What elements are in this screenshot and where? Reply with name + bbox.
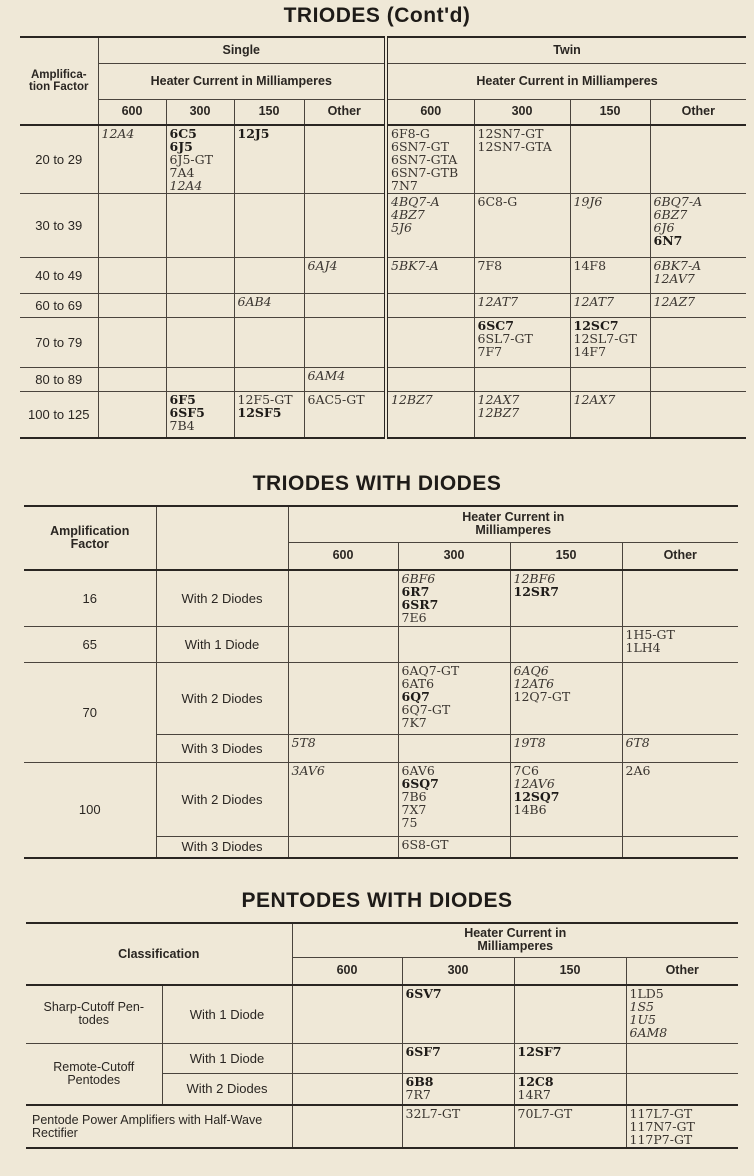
tube-type: 12SC7 xyxy=(573,318,619,333)
tube-cell xyxy=(622,836,738,858)
amplification-factor-cell: 80 to 89 xyxy=(20,368,98,392)
tube-cell xyxy=(398,762,510,836)
tube-type: 6SN7-GTA xyxy=(391,152,458,167)
tube-type: 6BQ7-A xyxy=(653,194,703,209)
tube-type: 6SV7 xyxy=(405,986,442,1001)
tube-type: 12AT7 xyxy=(477,294,519,309)
td-amplification-factor-header: Amplification Factor xyxy=(24,506,156,570)
amplification-factor-cell: 65 xyxy=(24,626,156,662)
tube-type: 32L7-GT xyxy=(405,1106,461,1121)
tube-type: 4BZ7 xyxy=(391,207,425,222)
pd-col-other: Other xyxy=(626,957,738,985)
tube-cell xyxy=(514,1105,626,1148)
tube-type: 6J5-GT xyxy=(169,152,213,167)
amplification-factor-cell: 16 xyxy=(24,570,156,626)
tube-type: 6F5 xyxy=(169,392,196,407)
section-title-triodes: TRIODES (Cont'd) xyxy=(283,4,471,27)
tube-type: 3AV6 xyxy=(291,762,325,778)
table-row xyxy=(20,368,746,392)
tube-type: 12A4 xyxy=(169,178,203,193)
twin-cell xyxy=(650,258,746,294)
tube-type: 6SN7-GT xyxy=(391,139,449,154)
tube-type: 6AJ4 xyxy=(307,258,338,273)
tube-type: 12SF5 xyxy=(237,405,282,420)
twin-cell xyxy=(474,194,570,258)
tube-type: 75 xyxy=(401,814,418,830)
tube-cell xyxy=(288,734,398,762)
table-row xyxy=(20,392,746,438)
tube-type: 6SF5 xyxy=(169,405,205,420)
tube-type: 12Q7-GT xyxy=(513,688,571,704)
single-cell xyxy=(166,368,234,392)
tube-type: 6SF7 xyxy=(405,1043,441,1059)
twin-cell xyxy=(386,294,474,318)
single-cell xyxy=(166,294,234,318)
twin-cell xyxy=(650,318,746,368)
tube-type: 6SR7 xyxy=(401,597,439,612)
twin-col-150: 150 xyxy=(570,99,650,125)
tube-type: 12SN7-GTA xyxy=(477,139,552,154)
twin-col-300: 300 xyxy=(474,99,570,125)
tube-type: 12BZ7 xyxy=(477,405,520,420)
tube-type: 12SN7-GT xyxy=(477,126,544,141)
tube-type: 6R7 xyxy=(401,584,430,599)
single-cell xyxy=(98,318,166,368)
twin-cell xyxy=(570,258,650,294)
amplification-factor-cell: 70 to 79 xyxy=(20,318,98,368)
tube-type: 6AB4 xyxy=(237,294,272,309)
single-header: Single xyxy=(98,37,386,63)
tube-type: 7B4 xyxy=(169,418,195,433)
tube-type: 6AM8 xyxy=(629,1025,668,1040)
single-cell xyxy=(166,392,234,438)
tube-type: 12F5-GT xyxy=(237,392,293,407)
twin-cell xyxy=(474,392,570,438)
tube-cell xyxy=(510,836,622,858)
tube-type: 6T8 xyxy=(625,734,650,750)
twin-col-600: 600 xyxy=(386,99,474,125)
amplification-factor-cell: 30 to 39 xyxy=(20,194,98,258)
tube-type: 12SR7 xyxy=(513,584,560,599)
single-cell xyxy=(304,392,386,438)
tube-type: 1LD5 xyxy=(629,986,664,1001)
tube-cell xyxy=(626,985,738,1043)
pd-classification-header: Classification xyxy=(26,923,292,985)
twin-cell xyxy=(650,194,746,258)
tube-cell xyxy=(398,626,510,662)
tube-type: 117P7-GT xyxy=(629,1132,693,1147)
single-cell xyxy=(98,194,166,258)
twin-cell xyxy=(386,392,474,438)
single-cell xyxy=(166,194,234,258)
tube-type: 6AQ6 xyxy=(513,662,549,678)
tube-type: 7E6 xyxy=(401,610,427,625)
pd-heater-current-header: Heater Current in Milliamperes xyxy=(292,923,738,957)
tube-type: 12AX7 xyxy=(573,392,616,407)
tube-type: 6BZ7 xyxy=(653,207,688,222)
tube-cell xyxy=(402,1043,514,1073)
single-heater-current-header: Heater Current in Milliamperes xyxy=(98,63,386,99)
tube-cell xyxy=(402,1105,514,1148)
single-cell xyxy=(98,258,166,294)
tube-cell xyxy=(510,570,622,626)
pentodes-with-diodes-table xyxy=(26,922,738,1149)
table-row xyxy=(20,125,746,194)
twin-cell xyxy=(474,125,570,194)
tube-type: 7A4 xyxy=(169,165,195,180)
tube-cell xyxy=(292,1043,402,1073)
td-col-600: 600 xyxy=(288,542,398,570)
twin-cell xyxy=(650,125,746,194)
diode-count-cell: With 1 Diode xyxy=(156,626,288,662)
tube-type: 6SL7-GT xyxy=(477,331,533,346)
single-cell xyxy=(304,318,386,368)
tube-cell xyxy=(626,1073,738,1105)
tube-cell xyxy=(510,762,622,836)
diode-count-cell: With 2 Diodes xyxy=(156,662,288,734)
single-cell xyxy=(304,194,386,258)
tube-type: 6C5 xyxy=(169,126,197,141)
tube-type: 12AV6 xyxy=(513,775,555,791)
twin-cell xyxy=(650,294,746,318)
single-col-600: 600 xyxy=(98,99,166,125)
tube-cell xyxy=(398,836,510,858)
tube-type: 1U5 xyxy=(629,1012,656,1027)
table-row xyxy=(20,294,746,318)
section-title-pentodes-with-diodes: PENTODES WITH DIODES xyxy=(241,889,513,912)
single-cell xyxy=(234,318,304,368)
table-row xyxy=(20,318,746,368)
tube-cell xyxy=(292,1105,402,1148)
tube-type: 12AT7 xyxy=(573,294,615,309)
tube-cell xyxy=(626,1105,738,1148)
twin-cell xyxy=(570,392,650,438)
twin-cell xyxy=(474,368,570,392)
table-row xyxy=(26,985,738,1043)
tube-type: 6AV6 xyxy=(401,762,435,778)
pd-col-300: 300 xyxy=(402,957,514,985)
tube-type: 6AC5-GT xyxy=(307,392,365,407)
table-row xyxy=(24,626,738,662)
single-cell xyxy=(98,368,166,392)
tube-cell xyxy=(288,626,398,662)
diode-count-cell: With 3 Diodes xyxy=(156,734,288,762)
tube-cell xyxy=(292,985,402,1043)
tube-type: 12AV7 xyxy=(653,271,695,286)
twin-cell xyxy=(570,194,650,258)
single-cell xyxy=(304,294,386,318)
section-title-triodes-with-diodes: TRIODES WITH DIODES xyxy=(252,472,502,495)
single-cell xyxy=(166,318,234,368)
table-row xyxy=(20,258,746,294)
table-row xyxy=(20,194,746,258)
twin-cell xyxy=(570,368,650,392)
twin-cell xyxy=(650,392,746,438)
tube-type: 6AT6 xyxy=(401,675,435,691)
tube-type: 1LH4 xyxy=(625,639,661,655)
td-heater-current-header: Heater Current in Milliamperes xyxy=(288,506,738,542)
classification-cell: Remote-Cutoff Pentodes xyxy=(26,1043,162,1105)
amplification-factor-cell: 100 xyxy=(24,762,156,858)
tube-cell xyxy=(288,662,398,734)
diode-count-cell: With 1 Diode xyxy=(162,985,292,1043)
triodes-with-diodes-table xyxy=(24,505,738,859)
tube-type: 14B6 xyxy=(513,801,547,817)
table-row xyxy=(26,1105,738,1148)
tube-type: 5BK7-A xyxy=(391,258,439,273)
tube-cell xyxy=(510,734,622,762)
amplification-factor-header: Amplifica-tion Factor xyxy=(20,37,98,125)
single-cell xyxy=(304,125,386,194)
tube-cell xyxy=(288,836,398,858)
tube-type: 6N7 xyxy=(653,233,683,248)
amplification-factor-cell: 70 xyxy=(24,662,156,762)
tube-type: 1H5-GT xyxy=(625,626,675,642)
tube-type: 12J5 xyxy=(237,126,270,141)
td-col-300: 300 xyxy=(398,542,510,570)
tube-type: 6SQ7 xyxy=(401,775,439,791)
td-col-150: 150 xyxy=(510,542,622,570)
tube-type: 6SC7 xyxy=(477,318,514,333)
tube-cell xyxy=(626,1043,738,1073)
single-cell xyxy=(234,294,304,318)
tube-type: 6AQ7-GT xyxy=(401,662,460,678)
diode-count-cell: With 2 Diodes xyxy=(156,570,288,626)
twin-cell xyxy=(386,194,474,258)
tube-type: 12SQ7 xyxy=(513,788,560,804)
classification-cell: Pentode Power Amplifiers with Half-Wave Rectifier xyxy=(26,1105,292,1148)
table-row xyxy=(24,662,738,734)
tube-type: 6Q7-GT xyxy=(401,701,451,717)
tube-type: 7F7 xyxy=(477,344,503,359)
single-cell xyxy=(234,258,304,294)
tube-cell xyxy=(622,626,738,662)
pd-col-600: 600 xyxy=(292,957,402,985)
tube-type: 6C8-G xyxy=(477,194,518,209)
tube-type: 12SL7-GT xyxy=(573,331,637,346)
td-col-other: Other xyxy=(622,542,738,570)
tube-type: 1S5 xyxy=(629,999,654,1014)
twin-cell xyxy=(474,318,570,368)
tube-type: 12BF6 xyxy=(513,571,556,586)
single-col-150: 150 xyxy=(234,99,304,125)
single-col-300: 300 xyxy=(166,99,234,125)
single-cell xyxy=(234,125,304,194)
tube-type: 12AZ7 xyxy=(653,294,696,309)
single-cell xyxy=(98,294,166,318)
tube-cell xyxy=(622,662,738,734)
twin-cell xyxy=(386,368,474,392)
twin-cell xyxy=(474,258,570,294)
pd-col-150: 150 xyxy=(514,957,626,985)
amplification-factor-cell: 100 to 125 xyxy=(20,392,98,438)
tube-type: 12AT6 xyxy=(513,675,555,691)
single-cell xyxy=(234,194,304,258)
twin-cell xyxy=(474,294,570,318)
tube-cell xyxy=(398,662,510,734)
tube-cell xyxy=(288,762,398,836)
tube-type: 6S8-GT xyxy=(401,836,449,852)
twin-cell xyxy=(650,368,746,392)
tube-type: 19J6 xyxy=(573,194,603,209)
table-row xyxy=(24,570,738,626)
diode-count-cell: With 1 Diode xyxy=(162,1043,292,1073)
tube-type: 6J5 xyxy=(169,139,193,154)
tube-type: 6SN7-GTB xyxy=(391,165,459,180)
twin-cell xyxy=(570,318,650,368)
tube-type: 7K7 xyxy=(401,714,427,730)
diode-count-cell: With 2 Diodes xyxy=(162,1073,292,1105)
tube-cell xyxy=(622,734,738,762)
tube-cell xyxy=(402,985,514,1043)
single-cell xyxy=(166,125,234,194)
tube-type: 7B6 xyxy=(401,788,427,804)
amplification-factor-cell: 20 to 29 xyxy=(20,125,98,194)
twin-cell xyxy=(386,258,474,294)
tube-cell xyxy=(514,1043,626,1073)
tube-type: 117L7-GT xyxy=(629,1106,693,1121)
diode-count-cell: With 3 Diodes xyxy=(156,836,288,858)
td-blank-header xyxy=(156,506,288,570)
tube-cell xyxy=(622,570,738,626)
single-col-other: Other xyxy=(304,99,386,125)
twin-cell xyxy=(386,125,474,194)
tube-type: 6Q7 xyxy=(401,688,430,704)
tube-type: 12SF7 xyxy=(517,1043,562,1059)
single-cell xyxy=(166,258,234,294)
twin-heater-current-header: Heater Current in Milliamperes xyxy=(386,63,746,99)
tube-type: 7R7 xyxy=(405,1086,431,1102)
tube-cell xyxy=(514,985,626,1043)
tube-cell xyxy=(510,662,622,734)
tube-type: 12AX7 xyxy=(477,392,520,407)
tube-type: 117N7-GT xyxy=(629,1119,695,1134)
classification-cell: Sharp-Cutoff Pen-todes xyxy=(26,985,162,1043)
single-cell xyxy=(98,125,166,194)
tube-type: 7N7 xyxy=(391,178,418,193)
triodes-table xyxy=(20,36,746,439)
amplification-factor-cell: 40 to 49 xyxy=(20,258,98,294)
tube-type: 6BK7-A xyxy=(653,258,702,273)
tube-type: 70L7-GT xyxy=(517,1106,573,1121)
tube-cell xyxy=(398,734,510,762)
tube-type: 14R7 xyxy=(517,1086,551,1102)
tube-type: 14F7 xyxy=(573,344,607,359)
tube-type: 7X7 xyxy=(401,801,427,817)
tube-type: 5J6 xyxy=(391,220,412,235)
tube-cell xyxy=(402,1073,514,1105)
tube-type: 6F8-G xyxy=(391,126,430,141)
twin-col-other: Other xyxy=(650,99,746,125)
tube-cell xyxy=(288,570,398,626)
tube-type: 6AM4 xyxy=(307,368,346,383)
tube-type: 19T8 xyxy=(513,734,546,750)
twin-cell xyxy=(386,318,474,368)
tube-cell xyxy=(622,762,738,836)
twin-header: Twin xyxy=(386,37,746,63)
twin-cell xyxy=(570,294,650,318)
tube-cell xyxy=(510,626,622,662)
tube-type: 12A4 xyxy=(101,126,135,141)
single-cell xyxy=(234,368,304,392)
tube-cell xyxy=(398,570,510,626)
tube-cell xyxy=(514,1073,626,1105)
single-cell xyxy=(98,392,166,438)
tube-cell xyxy=(292,1073,402,1105)
tube-type: 7C6 xyxy=(513,762,539,778)
single-cell xyxy=(304,368,386,392)
table-row xyxy=(26,1043,738,1073)
tube-type: 7F8 xyxy=(477,258,503,273)
table-row xyxy=(24,762,738,836)
amplification-factor-cell: 60 to 69 xyxy=(20,294,98,318)
tube-type: 6B8 xyxy=(405,1073,434,1089)
diode-count-cell: With 2 Diodes xyxy=(156,762,288,836)
tube-type: 2A6 xyxy=(625,762,651,778)
tube-type: 6J6 xyxy=(653,220,675,235)
single-cell xyxy=(304,258,386,294)
tube-type: 12BZ7 xyxy=(391,392,433,407)
tube-type: 5T8 xyxy=(291,734,316,750)
tube-type: 6BF6 xyxy=(401,571,436,586)
twin-cell xyxy=(570,125,650,194)
single-cell xyxy=(234,392,304,438)
tube-type: 4BQ7-A xyxy=(391,194,440,209)
tube-type: 14F8 xyxy=(573,258,607,273)
tube-type: 12C8 xyxy=(517,1073,554,1089)
